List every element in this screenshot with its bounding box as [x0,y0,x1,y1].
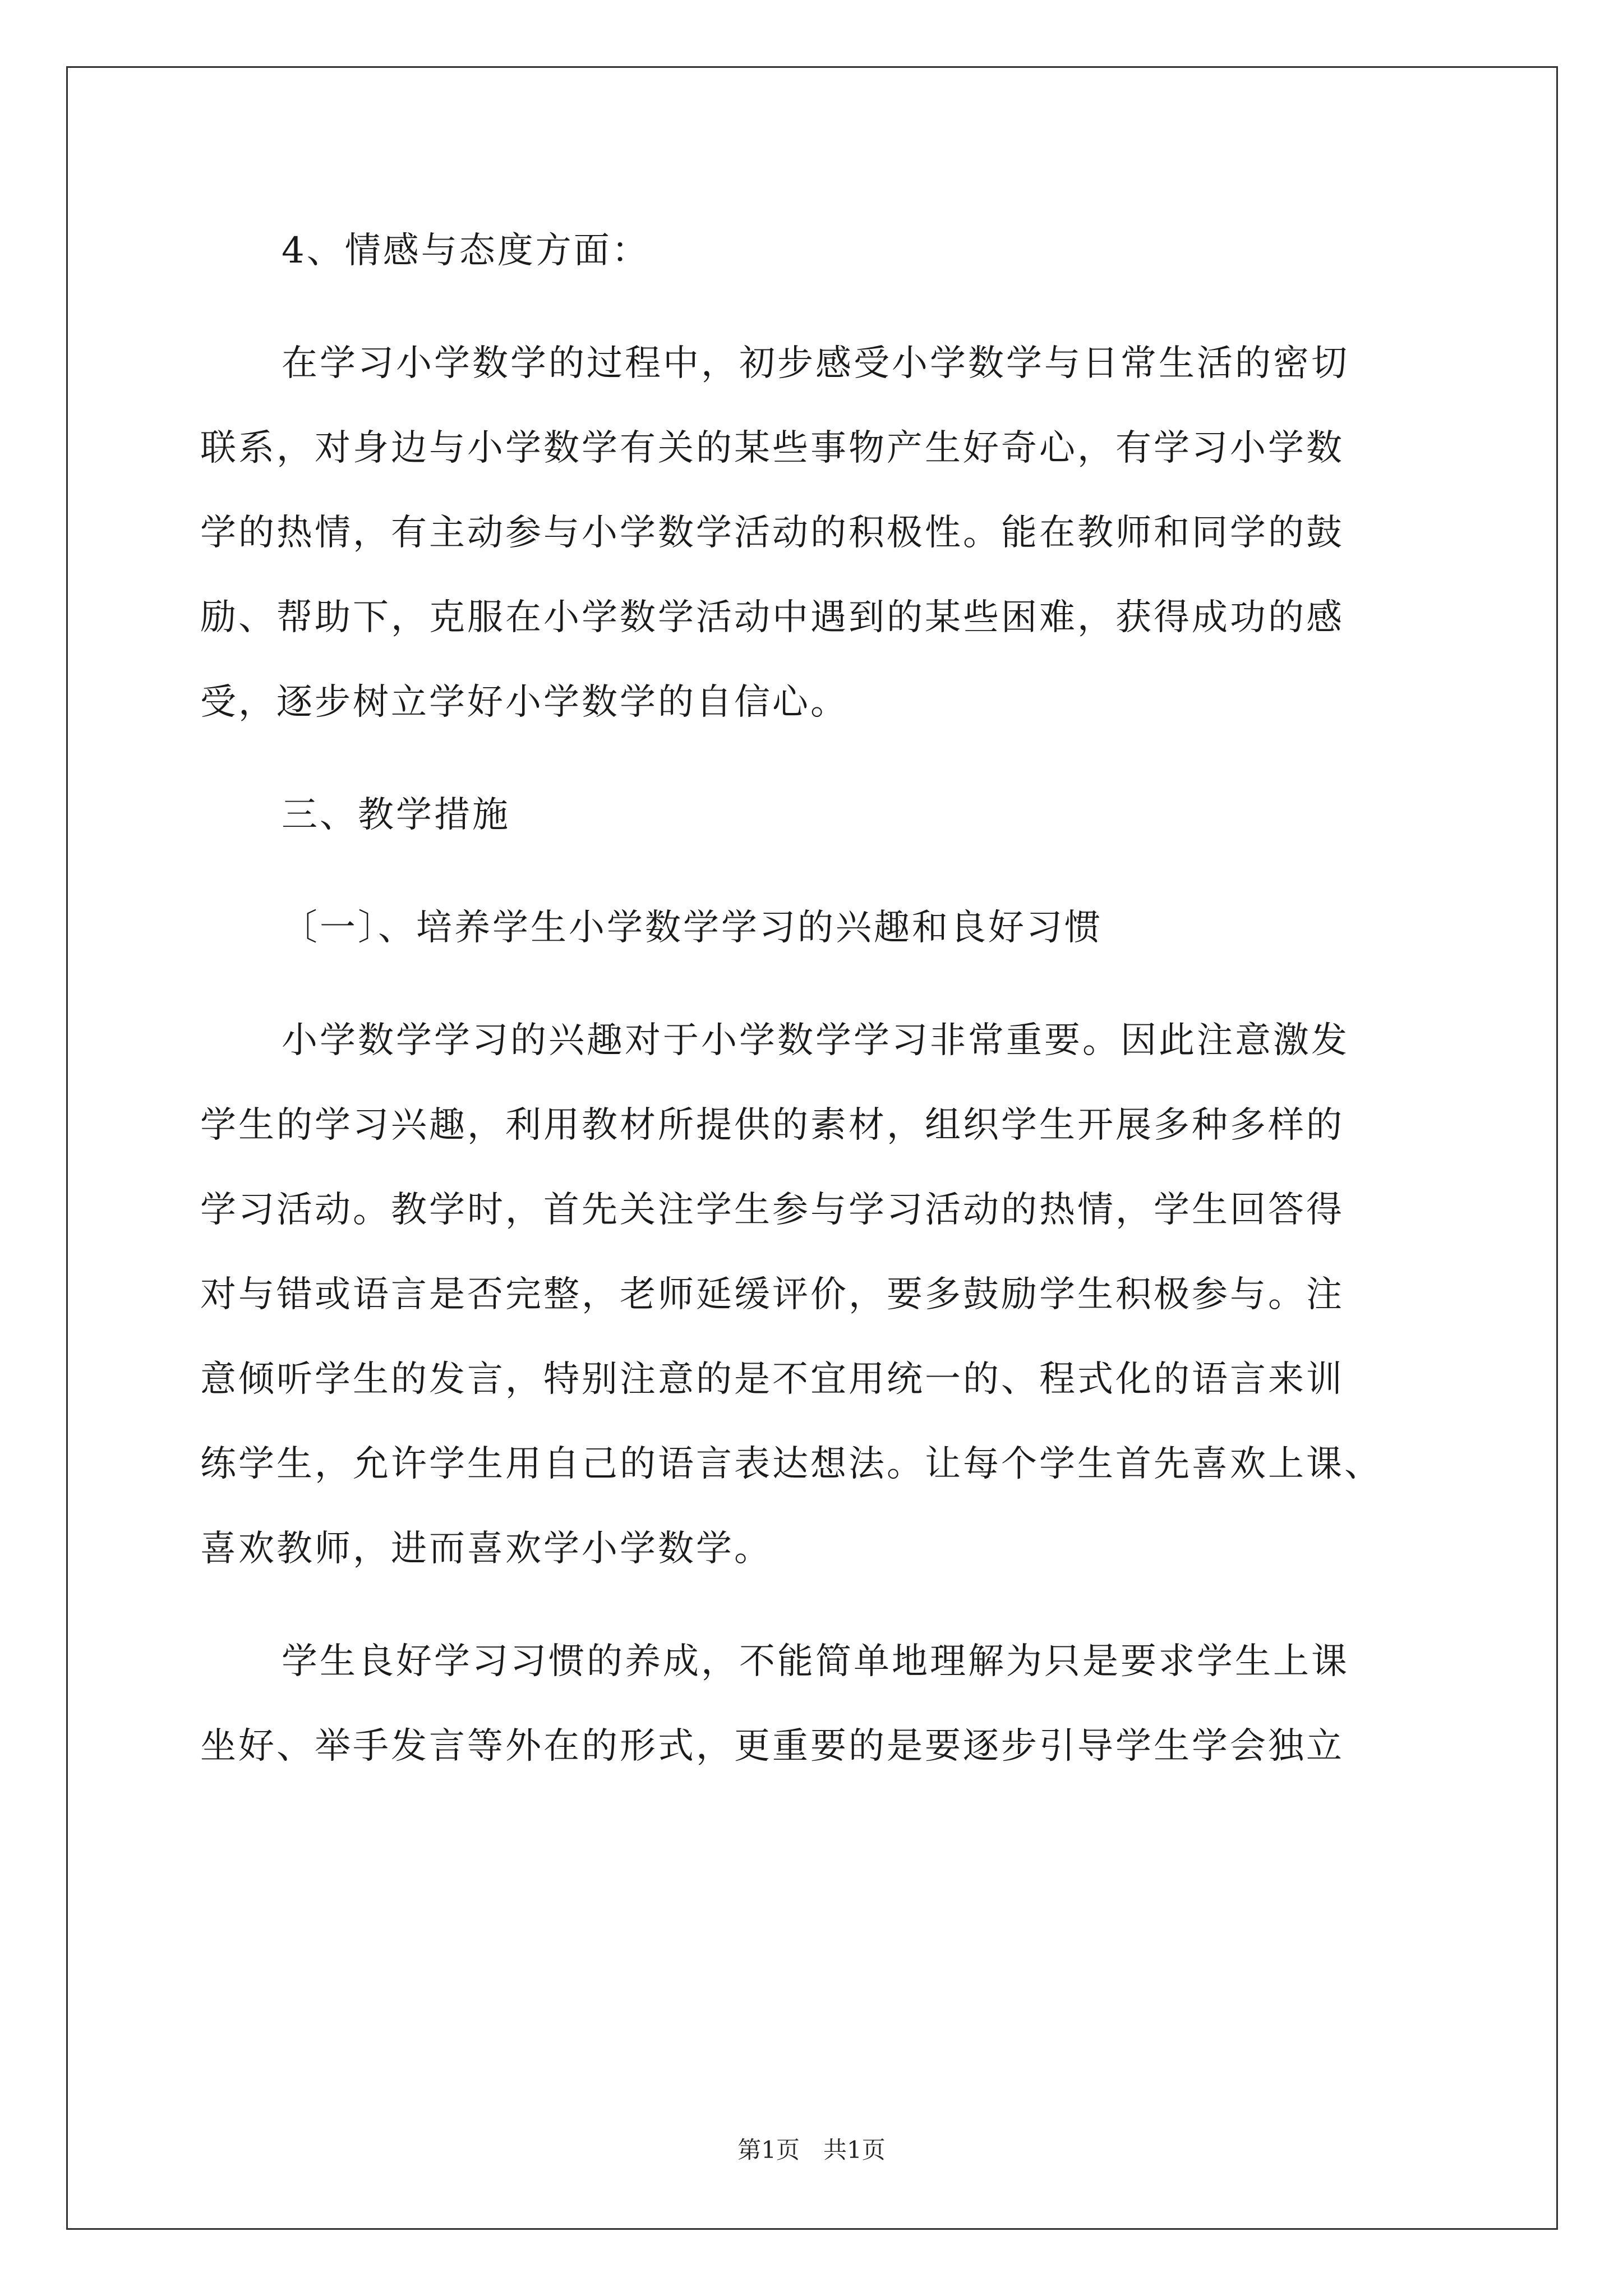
paragraph-line: 坐好、举手发言等外在的形式，更重要的是要逐步引导学生学会独立 [200,1726,1344,1767]
paragraph-line: 小学数学学习的兴趣对于小学数学学习非常重要。因此注意激发 [282,1020,1349,1061]
paragraph-line: 联系，对身边与小学数学有关的某些事物产生好奇心，有学习小学数 [200,427,1344,469]
paragraph-line: 受，逐步树立学好小学数学的自信心。 [200,682,849,723]
section-heading-measures: 三、教学措施 [282,794,510,836]
subsection-heading-interest: 〔一〕、培养学生小学数学学习的兴趣和良好习惯 [282,907,1103,949]
paragraph-line: 练学生，允许学生用自己的语言表达想法。让每个学生首先喜欢上课、 [200,1443,1382,1485]
paragraph-habits [200,1619,1428,1789]
paragraph-line: 学生良好学习习惯的养成，不能简单地理解为只是要求学生上课 [282,1641,1349,1682]
paragraph-line: 在学习小学数学的过程中，初步感受小学数学与日常生活的密切 [282,343,1349,384]
paragraph-line: 励、帮助下，克服在小学数学活动中遇到的某些困难，获得成功的感 [200,597,1344,638]
paragraph-line: 学的热情，有主动参与小学数学活动的积极性。能在教师和同学的鼓 [200,512,1344,554]
paragraph-line: 学习活动。教学时，首先关注学生参与学习活动的热情，学生回答得 [200,1189,1344,1231]
paragraph-attitude [200,321,1428,745]
paragraph-line: 意倾听学生的发言，特别注意的是不宜用统一的、程式化的语言来训 [200,1359,1344,1400]
document-body [200,209,1428,1817]
paragraph-interest [200,999,1428,1591]
paragraph-line: 学生的学习兴趣，利用教材所提供的素材，组织学生开展多种多样的 [200,1105,1344,1146]
page-number-footer: 第1页 共1页 [737,2136,886,2164]
paragraph-line: 对与错或语言是否完整，老师延缓评价，要多鼓励学生积极参与。注 [200,1274,1344,1315]
paragraph-line: 喜欢教师，进而喜欢学小学数学。 [200,1528,772,1570]
section-heading-attitude: 4、情感与态度方面： [282,230,650,272]
